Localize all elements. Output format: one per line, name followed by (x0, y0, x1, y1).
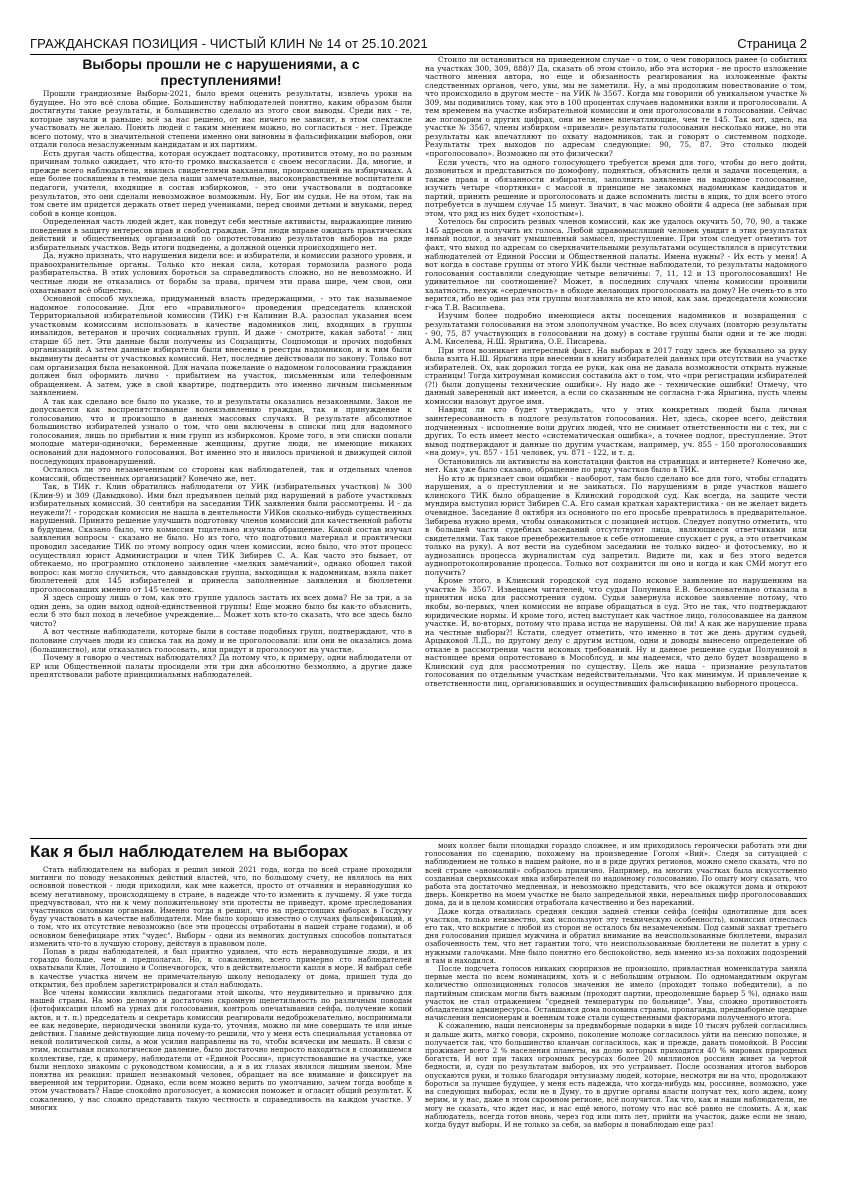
paragraph: Да, нужно признать, что нарушения видели все: и избиратели, и комиссии разного уровня, и правоохранительные органы. Только кто некая сила, которая тормозила разного рода разбирательства. В этих условиях бороться за справедливость сложно, но не невозможно. И честные люди не отказались от борьбы за права, причем эти права шире, чем свои, они охватывают всё общество. (30, 251, 412, 295)
paragraph: Основной способ мухлежа, придуманный власть предержащими, - это так называемое надомное голосование. Для его «правильного» проведения председатель клинской Территориальной избирательной комиссии (ТИК) г-н Калинин В.А. разослал указания всем участковым комиссиям использовать в качестве надомников лиц, входящих в группы инвалидов, ветеранов и прочих социальных групп. И даже - смотрите, какая забота! - лиц старше 65 лет. Эти данные были получены из Соцзащиты, Соцпомощи и прочих подобных организаций. А затем данные избиратели были внесены в реестры надомников, и к ним были выдвинуты десанты от участковых комиссий. Нет, последние действовали по закону. Только вот сам организация была незаконной. Для начала пожелание о надомном голосовании гражданин должен был оформить лично - прибытием на участок, письменным или телефонным обращением. А затем, уже в свой квартире, подтвердить это именно личным письменным заявлением. (30, 294, 412, 398)
paragraph: Попав в ряды наблюдателей, я был приятно удивлен, что есть неравнодушные люди, и их гораздо больше, чем я предполагал. Но, к сожалению, всего примерно сто наблюдателей охватывали Клин, Лотошино и Солнечногорск, что в действительности капля в море. Я выбрал себе в качестве участка ничем не примечательную школу неподалеку от дома, пришел туда до открытия, без проблем зарегистрировался и стал наблюдать. (30, 947, 412, 989)
paragraph: Я здесь спрошу лишь о том, как это группе удалось застать их всех дома? Не за три, а за один день, за один выход одной-единственной группы! Еще можно было бы как-то объяснить, если б это был поход в лечебное учреждение... Может хоть кто-то сказать, что все здесь было чисто? (30, 593, 412, 628)
paragraph: А вот честные наблюдатели, которые были в составе подобных групп, подтверждают, что в половине случаев люди из списка так на дому и не проголосовали: или они не оказались дома (большинство), или отказались голосовать, или придут и проголосуют на участке. (30, 627, 412, 654)
article1-left-column (30, 56, 412, 836)
article1-right-text (425, 56, 807, 688)
paragraph: К сожалению, наши пенсионеры за предвыборные подарки в виде 10 тысяч рублей согласились и дальше жить, мягко говоря, скромно, поколение моложе согласилось уйти на пенсию попозже, и получается так, что большинство кланчан согласилось, как и прежде, давать помойкой. В России проживает всего 2 % населения планеты, на долю которых приходится 40 % мировых природных богатств. И вот при таких огромных ресурсах более 20 миллионов россиян живет за чертой бедности, и, судя по результатам выборов, их это устраивает. После осознания итогов выборов опускаются руки, и только благодаря энтузиазму людей, которые, несмотря ни на что, продолжают бороться за лучшее будущее, у меня есть надежда, что когда-нибудь мы, россияне, возможно, уже на следующих выборах, если не в Думу, то в другие органы власти получат тех, кого ждем, кому верим, и у нас, даже в этом скромном регионе, всё получится. Так что, как и наши наблюдатели, не могу не сказать, что ждет нас, и нас ещё много, потому что нас всё равно не сломить. А я, как наблюдатель, всегда готов вновь, через год или пять лет, прийти на участок, даже если не знаю, когда будут выборы. И не только за себя, за выборы я понаблюдаю еще раз! (425, 1021, 807, 1129)
paragraph: А так как сделано все было по указке, то и результаты оказались незаконными. Закон не допускается как воспрепятствование волеизъявлению граждан, так и принуждение к голосованию, что и произошло в данных массовых случаях. В результате абсолютное большинство избирателей узнало о том, что они включены в списки лиц для надомного голосования, лишь по прибытии к ним групп из избиркомов. Кроме того, в эти списки попали молодые матери-одиночки, беременные женщины, другие люди, не имеющие никаких оснований для надомного голосования. Вот именно это и явилось причиной и движущей силой последующих правонарушений. (30, 396, 412, 466)
paragraph: Стоило ли остановиться на приведенном случае - о том, о чем говорилось ранее (о событиях на участках 300, 309, 888)? Да, сказать об этом стоило, ибо эта история - не просто изложение частного мнения автора, но еще и обязанность реагирования на изложенные факты следственных органов, чего, увы, мы не заметили. Ну, а мы продолжим повествование о том, что происходило в другом месте - на УИК № 3567. Когда мы говорили об уникальном участке № 309, мы подивились тому, как это в 100 процентах случаев надомники взяли и проголосовали. А тем временем на участке избирательной комиссии и они проголосовали в голосовании. Сейчас же поговорим о других цифрах, они не менее впечатляющие, чем те 145. Так вот, здесь, на участке № 3567, члены избирком «привезли» результаты голосования несколько ниже, но эти результаты как впечатляют по охвату надомников, так и говорят о системном подходе. Результаты трех выходов по адресам следующие: 90, 75, 87. Это столько людей «проголосовало». Возможно ли это физически? (425, 56, 807, 159)
paragraph: Остановились ли активисты на констатации фактов на страницах и интернете? Конечно же, нет. Как уже было сказано, обращение по ряду участков было в ТИК. (425, 456, 807, 475)
paragraph: Хотелось бы спросить резвых членов комиссий, как же удалось окучить 50, 70, 90, а также 145 адресов и получить их голоса. Любой здравомыслящий человек увидит в этих результатах явный подлог, а значит умышленный замысел, преступление. При этом следует отметить тот факт, что выход по адресам со сверхначительными результатами осуществлялся в присутствии наблюдателей от Единой России и Общественной палаты. Имена нужны? - Их есть у меня! А вот когда в составе группы от этого УИК были честные наблюдатели, то результаты надомного голосования составляли следующие четыре величины: 7, 11, 12 и 13 проголосовавших! Не удивительное ли соотношение? Может, в последних случаях члены комиссии проявили халатность, нехуж «сердечность» в обходе желающих проголосовать на дому? Не очень-то в это верится, ибо не один раз эти группы возглавляла не кто иной, как зам. председателя комиссии г-жа Т.В. Васильева. (425, 217, 807, 312)
paragraph: Стать наблюдателем на выборах я решил зимой 2021 года, когда по всей стране проходили митинги по поводу незаконных действий властей, что, по большому счету, не являлось на них основной повесткой - люди приходили, как мне кажется, просто от отчаяния и неравнодушия ко всему негативному, происходящему в стране, в надежде что-то изменить к лучшему. Я уже тогда предчувствовал, что ни к чему положительному эти протесты не приведут, кроме преследования участников силовыми органами. Именно тогда я решил, что на предстоящих выборах в Госдуму буду участвовать в качестве наблюдателя. Мне было хорошо известно о случаях фальсификаций, и о том, что их отсутствие невозможно (все эти процессы отработаны в нашей стране годами), и об основном бенефициаре этих "чудес". Выборы - одни из немногих доступных способов попытаться изменить что-то в лучшую сторону, действуя в правовом поле. (30, 865, 412, 948)
paragraph: После подсчета голосов никаких сюрпризов не произошло, привластная номенклатура заняла первые места по всем номинациям, хоть и с небольшим отрывом. По одномандатным округам количество оппозиционных голосов значения не имело (проходят только победители), а по партийным спискам могли быть важным (проходят партии, преодолевшие барьер 5 %), однако наш участок не стал отражением "средней температуры по больнице". Увы, сложно противостоять обладателям админресурса. Оставшаяся дома половина страны, пропаганда, предвыборные щедрые начисления пенсионерам и военным тоже стали существенными факторами полученного итога. (425, 964, 807, 1023)
paragraph: моих коллег были площадки гораздо сложнее, и им приходилось героически работать эти дни голосования по сценарию, похожему на произведение Гоголя «Вий». Следя за ситуацией с наблюдением не только в нашем районе, но и в ряде других регионов, можно смело сказать, что по всей стране «аномалий» собралось прилично. Например, на многих участках была искусственно созданная сверхвысокая явка избирателей по надомному голосованию. По опыту могу сказать, что работа эта достаточно медленная, и невозможно представить, что все окажутся дома и откроют дверь. Конкретно на моем участке не было запредельной явки, нереальных цифр проголосовавших дома, да и в целом комиссия отработала качественно и без нареканий. (425, 842, 807, 908)
paragraph: Но кто ж признает свои ошибки - наоборот, там было сделано все для того, чтобы сгладить нарушения, а о преступлении и не заикаться. По нарушениям в ряде участков нашего клинского ТИК было обращение в Клинский городской суд. Как всегда, на защите чести мундира выступил юрист Зибирев С.А. Его самая краткая характеристика - он не желает видеть очевидное. Заседание 8 октября из основного по его просьбе превратилось в предварительное. Зибирева нужно время, чтобы ознакомиться с позицией истцов. Следует попутно отметить, что в большей части судебных заседаний отсутствуют лица, являющиеся ответчиками или свидетелями. Так такое пренебрежительное к себе отношение спускает с рук, а это ответчикам только на руку). А вот вести на судебном заседании не только видео- и фотосъемку, но и аудиозапись процесса журналистам суд запретил. Видите ли, как и без этого ведется аудиопротоколирование процесса. Только вот сохранится ли оно и когда и как СМИ могут его получить? (425, 473, 807, 577)
paragraph: При этом возникает интересный факт. На выборах в 2017 году здесь же буквально за руку была взята Н.Ш. Ярыгина при внесении в книгу избирателей данных при отсутствии на участке избирателей. Ох, как дорожил тогда ее руки, как она не давала возможности открыть нужные страницы! Тогда хитроумная комиссия составила акт о том, что «при регистрации избирателей (?!) были допущены технические ошибки». Ну надо же - технические ошибки! Отмечу, что данный заверенный акт имеется, а если со сказанным не согласна г-жа Ярыгина, пусть члены комиссии назовут другое имя. (425, 345, 807, 406)
article-elections-violations (30, 56, 807, 836)
newspaper-title: ГРАЖДАНСКАЯ ПОЗИЦИЯ - ЧИСТЫЙ КЛИН № 14 от 25.10.2021 (30, 36, 428, 51)
section-divider (30, 838, 807, 839)
article1-left-text (30, 90, 412, 680)
paragraph: Даже когда отвалилась средняя секция задней стенки сейфа (сейфы однотипные для всех участков, только неизвестно, как используют эту техническую особенность), комиссия отнеслась его так, что вскрытие с любой из сторон не осталось бы незамеченным. Под самый захват третьего дня голосования пришел мужчина и обратил внимание на неиспользованные бюллетени, выразил озабоченность тем, что нет гарантии того, что неиспользованные бюллетени не полетят в урну с нужными галочками. Мне было понятно его беспокойство, ведь именно из-за похожих подозрений я там и находился. (425, 906, 807, 965)
paragraph: Навряд ли кто будет утверждать, что у этих конкретных людей была личная заинтересованность в подлоге результатов голосования. Нет, здесь, скорее всего, действия подчиненных - исполнение воли других людей, что не снимает ответственности ни с тех, ни с других. То есть имеет место «систематическая ошибка», а точнее подлог, преступление. Этот вывод подтверждают и данные по другим участкам, например, уч. 855 - 150 проголосовавших «на дому», уч. 857 - 151 человек, уч. 871 - 122, и т. д. (425, 405, 807, 458)
article2-left-text (30, 866, 412, 1112)
paragraph: Если учесть, что на одного голосующего требуется время для того, чтобы до него дойти, дозвониться и представиться по домофону, подняться, объяснить цели и задачи посещения, а также права и обязанности избирателя, заполнить заявление на надомное голосование, изучить четыре «портянки» с массой в принципе не знакомых надомникам кандидатов и партий, принять решение и проголосовать и даже вспомнить листы в ящик, то для всего этого потребуется в лучшем случае 15 минут. Значит, в час можно обойти 4 адреса (не забывая при этом, что ряд из них будет «холостым»). (425, 157, 807, 218)
article-observer-story (30, 842, 807, 1190)
article2-title: Как я был наблюдателем на выборах (30, 842, 349, 861)
paragraph: Прошли грандиозные Выборы-2021, было время оценить результаты, извлечь уроки на будущее. Но это всё слова общие. Большинству наблюдателей понятно, каким образом были достигнуты такие результаты, и большинство сделало из этого свои выводы. Среди них - те, которые звучали и раньше: всё за нас решено, от нас ничего не зависит, в этом спектакле участвовать не желаю. Понять людей с таким мнением можно, но согласиться - нет. Прежде всего потому, что в значительной степени именно они виновны в фальсификации выборов, они отдали голоса незаслуженным кандидатам и их партиям. (30, 89, 412, 150)
paragraph: Кроме этого, в Клинский городской суд подано исковое заявление по нарушениям на участке № 3567. Извещаем читателей, что судья Полунина Е.В. безосновательно отказала в принятии иска для рассмотрения судом. Судья завернула исковое заявление потому, что якобы, во-первых, член комиссии не вправе обращаться в суд. Это не так, что подтверждают юридические нормы. И кроме того, истец выступает как частное лицо, голосовавшее на данном участке. И, во-вторых, потому что права истца не нарушены. Ой ли! А как же нарушение права на честные выборы?! Кстати, следует отметить, что именно в тот же день другим судьей, Арцыковой Л.Д., по другому делу с другим истцом, одни и доводы вынесено определение об отказе в рассмотрении части исковых требований. Ну и данное решение судьи Полуниной в настоящее время опротестовано в Мособлсуд, и мы надеемся, что дело будет возвращено в Клинский суд для рассмотрения по существу. Цель же наша - признание результатов голосования по отдельным участкам недействительными. Что как минимум. И привлечение к ответственности лиц, организовавших и осуществивших фальсификацию выборного процесса. (425, 576, 807, 688)
paragraph: Есть другая часть общества, которая осуждает подтасовку, противится этому, но по разным причинам только ожидает, что кто-то громко высказается с своем несогласии. Да, многие, и прежде всего наблюдатели, явились свидетелями вакханалии, происходящей на избирчиках. А еще более посвящены в темные дела наши замечательные, высоконравственные воспитатели и педагоги, учителя, входящие в состав избиркомов, - это они участвовали в подтасовке результатов, это они сделали невозможное возможным. Ну, Бог им судья. Не на этом, так на том свете им придется держать ответ перед учениками, перед своими детьми и внуками, перед собой в конце концов. (30, 148, 412, 218)
paragraph: Изучим более подробно имеющиеся акты посещения надомников и возвращения с результатами голосования на этом злополучном участке. Во всех случаях (повторю результаты - 90, 75, 87 участвующих в голосовании на дому) в составе группы были одни и те же люди: А.М. Киселева, Н.Ш. Ярыгина, О.Е. Писарева. (425, 311, 807, 347)
article1-right-column (425, 56, 807, 836)
article2-left-column (30, 842, 412, 1190)
article2-right-text (425, 842, 807, 1129)
paragraph: Так, в ТИК г. Клин обратились наблюдатели от УИК (избирательных участков) № 300 (Клин-9) и 309 (Давыдково). Ими был предъявлен целый ряд нарушений в работе участковых избирательных комиссий. 30 сентября на заседании ТИК заявления были рассмотрены. И - да неужели?! - городская комиссия не нашла в деятельности УИКов сколько-нибудь существенных нарушений. Принято решение улучшить подготовку членов комиссий для качественной работы в будущем. Сказано было, что комиссия тщательно изучила обращение. Какой состав изучал заявления вопросы - сказано не было. Но из того, что подготовил материал и практически проводил заседание ТИК по этому вопросу один член комиссии, ясно было, что этот процесс осуществлял юрист Администрации и член ТИК Зибирев С. А. Как часто это бывает, от обтекаемо, но програмпно отклонено заявление «мелких замечаний», однако обошел такой вопрос: как могло случиться, что давыдовская группа, выходящая к надомникам, взяла пакет бюллетеней для 145 избирателей и принесла заполненные заявления и бюллетени проголосовавших именно от 145 человек. (30, 482, 412, 594)
article2-right-column (425, 842, 807, 1190)
paragraph: Определенная часть людей ждет, как поведут себя местные активисты, выражающие линию поведения в защиту интересов прав и свобод граждан. Эти люди вправе ожидать практических действий и общественных организаций по опротестованию результатов выборов на ряде избирательных участков. Ведь итоги подведены, а должной оценки происходящего нет. (30, 217, 412, 252)
article1-title: Выборы прошли не с нарушениями, а с преступлениями! (82, 56, 360, 88)
page-header (30, 36, 807, 55)
page-number: Страница 2 (737, 36, 807, 51)
paragraph: Почему я говорю о честных наблюдателях? Да потому что, к примеру, одни наблюдатели от ЕР или Общественной палаты просидели эти три дня абсолютно безмолвно, а другие даже препятствовали работе принципиальных наблюдателей. (30, 653, 412, 680)
paragraph: Осталось ли это незамеченным со стороны как наблюдателей, так и отдельных членов комиссий, общественных организаций? Конечно же, нет. (30, 465, 412, 483)
paragraph: Все члены комиссии являлись педагогами этой школы, что неудивительно и привычно для нашей страны. На мою деловую и достаточно скромную щепетильность по различным поводам (фотофиксация пломб на урнах для голосования, контроль опечатывания сейфа, получение копий актов, и т. п.) председатель и секретарь комиссии реагировали недоброжелательно, воспринимали ее как недоверие, периодически звонили куда-то, уточняя, можно ли мне совершать те или иные действия. Главные действующие лица почему-то решили, что у меня есть специальная установка от некой политической силы, а мои усилия направлены на то, чтобы всячески им мешать. В связи с этим, испытывая психологическое давление, было достаточно непросто находиться в сложившемся коллективе, где, к примеру, наблюдатели от «Единой России», присутствовавшие на участке, уже были неплохо знакомы с руководством комиссии, а я в их глазах являлся лишним звеном. Мне понятна их реакция: пришел незнакомый человек, обращает на все внимание и фиксирует на вверенной им территории. Однако, если всем можно верить по умолчанию, зачем тогда вообще в этом участвовать? Наше спокойно проголосует, а комиссия поможет и огласит общий результат. К сожалению, у нас сложно представить такую честность и справедливость на каждом участке. У многих (30, 988, 412, 1112)
